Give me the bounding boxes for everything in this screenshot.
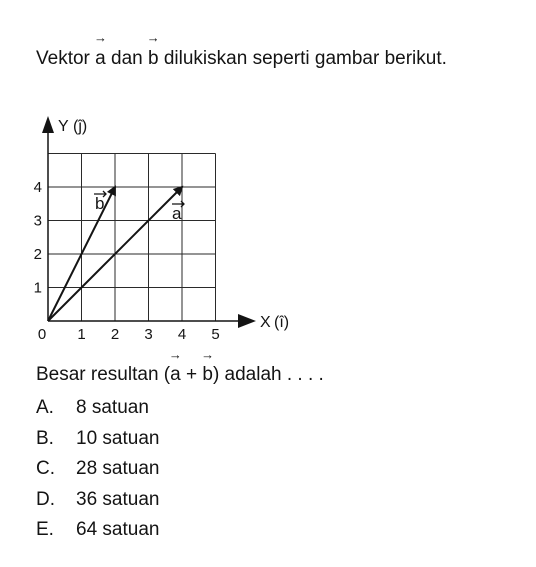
option-text: 28 satuan [76,458,160,479]
y-axis-unit: (ĵ) [73,118,88,135]
option-letter: D. [36,488,55,510]
x-tick-label: 3 [144,326,153,343]
x-tick-label: 4 [177,326,187,343]
question-word-dan: dan [111,48,143,69]
x-tick-label: 1 [77,326,86,343]
y-tick-label: 4 [33,179,42,196]
x-axis-arrow-icon [238,314,256,328]
prompt-vector-a: → a [170,361,181,389]
svg-text:a: a [172,204,182,223]
option-d[interactable] [36,486,159,517]
prompt-vector-b: → b [202,361,213,389]
x-tick-label: 0 [37,326,47,343]
option-text: 64 satuan [76,519,160,540]
option-text: 36 satuan [76,488,160,510]
option-letter: A. [36,397,54,418]
vector-b-label [94,191,106,213]
option-letter: B. [36,427,54,449]
prompt-text [36,361,324,389]
prompt-after: ) adalah . . . . [212,364,324,385]
option-a[interactable] [36,394,159,425]
y-axis-arrow-icon [42,116,54,133]
option-letter: C. [36,458,55,479]
option-e[interactable] [36,516,159,547]
y-tick-label: 2 [33,246,42,263]
option-b[interactable] [36,425,159,456]
y-tick-label: 1 [33,279,42,297]
x-axis-label: X [260,314,271,331]
x-axis-unit: (î) [274,314,290,331]
x-tick-label: 5 [211,326,220,343]
option-letter: E. [36,519,54,540]
option-text: 8 satuan [76,397,149,418]
y-axis-label: Y [58,118,69,135]
answer-options [36,394,159,547]
question-word-vektor: Vektor [36,48,90,69]
question-vector-b: → b [148,44,159,74]
option-text: 10 satuan [76,427,160,449]
prompt-plus: + [180,364,203,385]
x-tick-label: 2 [110,326,120,343]
question-rest: dilukiskan seperti gambar berikut. [163,48,447,69]
svg-text:b: b [95,194,105,213]
question-vector-a: → a [95,44,106,74]
tick-labels [34,179,220,343]
y-tick-label: 3 [33,212,42,230]
option-c[interactable] [36,455,159,486]
prompt-before: Besar resultan ( [36,364,171,385]
